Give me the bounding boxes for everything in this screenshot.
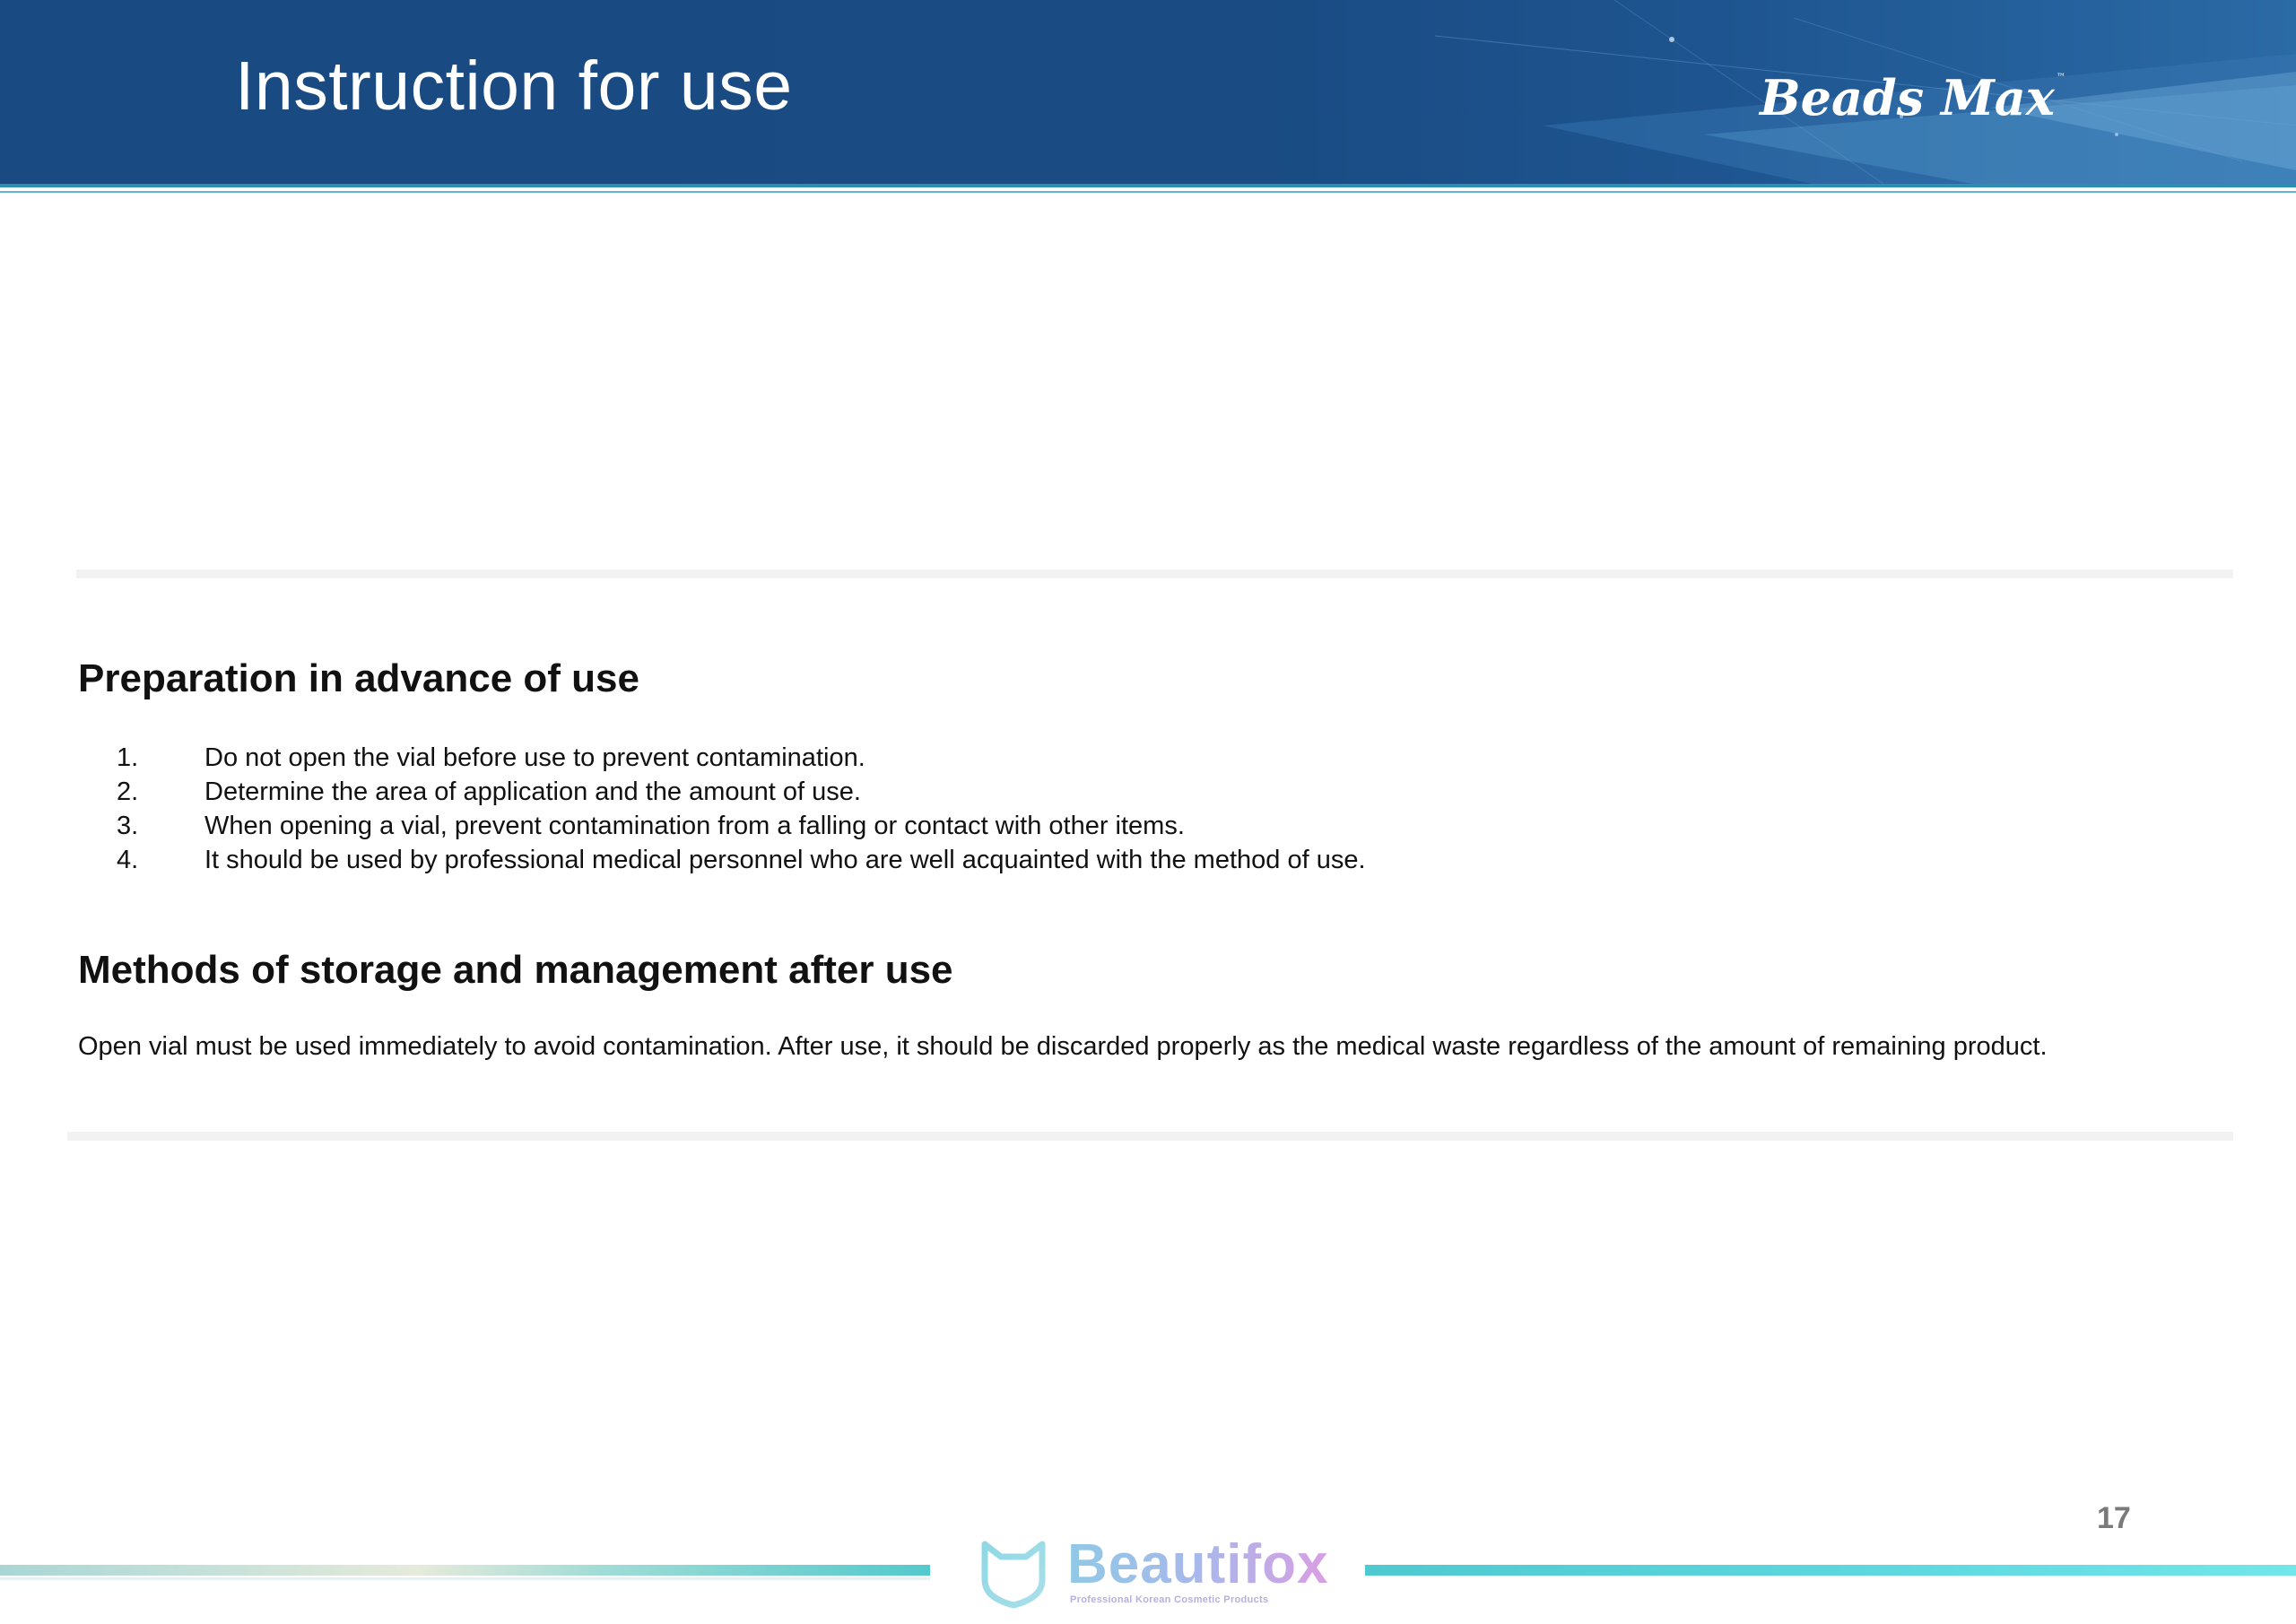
step-number: 3. [117,812,139,840]
footer-accent-line-left [0,1577,930,1580]
section-title-preparation: Preparation in advance of use [78,656,639,700]
footer-accent-bar-right [1365,1565,2296,1576]
beads-max-logo [1760,69,2066,126]
brand-tagline: Professional Korean Cosmetic Products [1070,1594,1269,1605]
step-text: It should be used by professional medical personnel who are well acquainted with the method of use. [204,846,1366,874]
header-divider [0,184,2296,187]
step-number: 1. [117,743,139,772]
list-item [117,809,1366,843]
step-number: 2. [117,777,139,806]
trademark-mark: ™ [2056,73,2066,83]
footer-accent-bar-left [0,1565,930,1576]
list-item [117,741,1366,775]
step-text: When opening a vial, prevent contamination from a falling or contact with other items. [204,812,1185,840]
header-banner [0,0,2296,184]
storage-instructions-text: Open vial must be used immediately to avoid contamination. After use, it should be discarded properly as the medical waste regardless of the amount of remaining product. [78,1032,2048,1061]
step-text: Do not open the vial before use to prevent contamination. [204,743,865,772]
fox-head-icon [978,1539,1049,1609]
page-number: 17 [2097,1501,2131,1535]
list-item [117,775,1366,809]
header-divider-thin [0,191,2296,193]
content-divider-bottom [67,1132,2233,1141]
preparation-steps-list [117,741,1366,877]
section-title-storage: Methods of storage and management after use [78,948,953,992]
beautifox-wordmark: Beautifox [1067,1533,1329,1595]
page-title: Instruction for use [235,48,793,125]
list-item [117,843,1366,877]
step-number: 4. [117,846,139,874]
content-divider-top [76,569,2233,578]
logo-text: Beads Max [1760,69,2055,126]
step-text: Determine the area of application and the amount of use. [204,777,861,806]
